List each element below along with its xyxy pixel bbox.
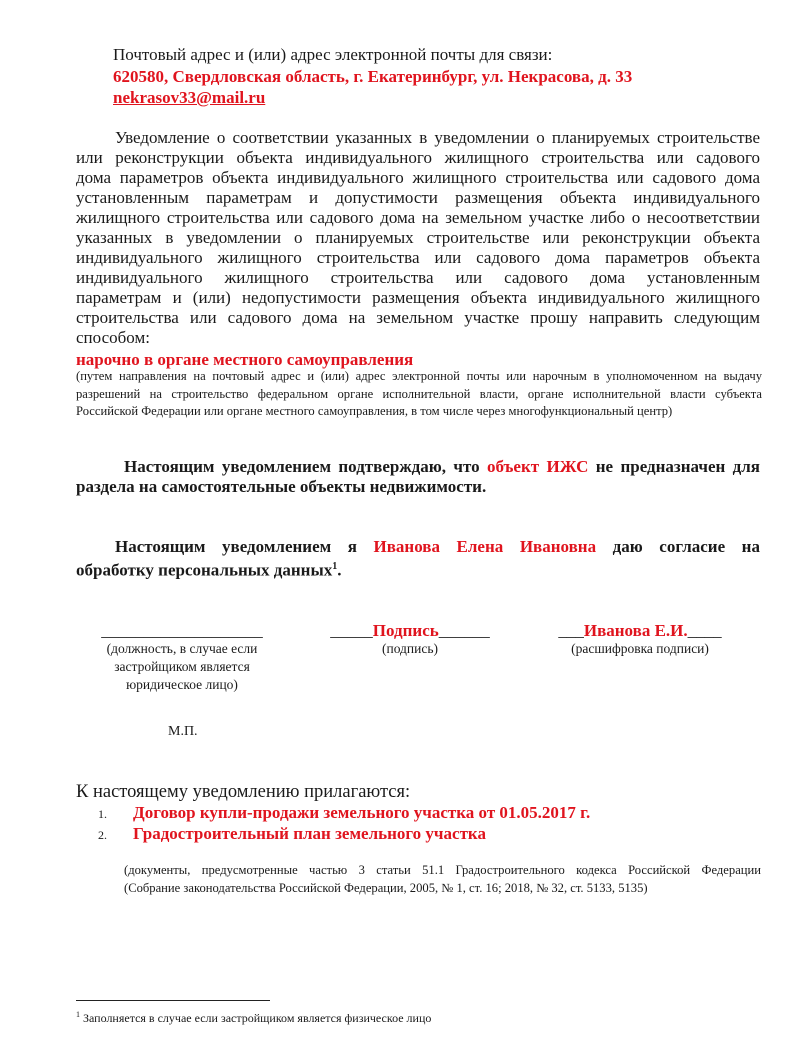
notice-line: строительства или садового дома на земельном участке прошу направить следующим: [76, 308, 760, 327]
note-line: разрешений на строительство федеральном органе исполнительной власти, органе исполнительной власти субъекта: [76, 386, 762, 401]
delivery-method: нарочно в органе местного самоуправления: [76, 350, 414, 369]
consent-statement: Настоящим уведомлением я Иванова Елена Ивановна даю согласие на обработку персональных данных$^1$.: [76, 537, 760, 580]
footnote-text: Заполняется в случае если застройщиком является физическое лицо: [80, 1011, 432, 1025]
list-item: 1. Договор купли-продажи земельного участка от 01.05.2017 г.: [98, 803, 591, 822]
attachments-note: (документы, предусмотренные частью 3 статьи 51.1 Градостроительного кодекса Российской Федерации (Собрание законодательства Российской Федерации, 2005, № 1, ст. 16; 2018, № 32, ст. 5133, 5135): [124, 863, 761, 895]
notice-paragraph: [76, 128, 760, 348]
footnote-number: 1: [76, 1010, 80, 1019]
notice-line: способом:: [76, 328, 150, 347]
note-line: Российской Федерации или органе местного самоуправления, в том числе через многофункциональный центр): [76, 404, 673, 418]
consent-prefix: Настоящим уведомлением я: [115, 537, 374, 556]
notice-line: или реконструкции объекта индивидуального жилищного строительства или садового: [76, 148, 760, 167]
consent-line2: обработку персональных данных: [76, 560, 333, 580]
signature-caption: (подпись): [381, 641, 439, 656]
notice-line: установленным параметрам и допустимости размещения объекта индивидуального: [76, 188, 760, 207]
confirmation-statement: [76, 457, 760, 497]
contact-label: Почтовый адрес и (или) адрес электронной почты для связи:: [113, 45, 553, 64]
signature-name-caption: (расшифровка подписи): [571, 641, 709, 656]
object-type: объект ИЖС: [486, 457, 589, 476]
footnote-ref[interactable]: 1: [332, 561, 338, 572]
signature-name-value: Иванова Е.И.: [583, 621, 688, 640]
list-item: 2. Градостроительный план земельного участка: [98, 824, 486, 843]
contact-email[interactable]: nekrasov33@mail.ru: [113, 88, 266, 107]
attachments-heading: К настоящему уведомлению прилагаются:: [76, 782, 411, 802]
applicant-name: Иванова Елена Ивановна: [373, 537, 597, 556]
footnote-separator: [76, 1000, 270, 1001]
signature-name-field: ___Иванова Е.И.____: [558, 621, 722, 640]
notice-line: указанных в уведомлении о планируемых строительстве или реконструкции объекта: [76, 228, 760, 247]
attachments-list: [76, 803, 766, 845]
position-line: ___________________: [101, 621, 263, 640]
footnote: [76, 1010, 431, 1026]
delivery-method-note: [76, 368, 762, 421]
confirmation-prefix: Настоящим уведомлением подтверждаю, что: [124, 457, 487, 476]
notice-line: Уведомление о соответствии указанных в уведомлении о планируемых строительстве: [115, 128, 760, 147]
confirmation-line2: раздела на самостоятельные объекты недвижимости.: [76, 477, 487, 496]
signature-field: _____Подпись______: [330, 621, 490, 640]
position-caption: (должность, в случае если застройщиком является юридическое лицо): [106, 641, 258, 692]
signature-value: Подпись: [372, 621, 439, 640]
stamp-placeholder: М.П.: [168, 724, 198, 739]
notice-line: дома параметров объекта индивидуального жилищного строительства или садового дома: [76, 168, 760, 187]
confirmation-suffix: не предназначен для: [588, 457, 760, 476]
notice-line: жилищного строительства или садового дома на земельном участке либо о несоответствии: [76, 208, 760, 227]
notice-line: индивидуального жилищного строительства или садового дома установленным: [76, 268, 760, 287]
consent-suffix: даю согласие на: [596, 537, 760, 556]
notice-line: параметрам и (или) недопустимости размещения объекта индивидуального жилищного: [76, 288, 760, 307]
notice-line: индивидуального жилищного строительства или садового дома параметров объекта: [76, 248, 760, 267]
note-line: (путем направления на почтовый адрес и (или) адрес электронной почты или нарочным в уполномоченном на выдачу: [76, 369, 762, 383]
contact-address: 620580, Свердловская область, г. Екатеринбург, ул. Некрасова, д. 33: [113, 67, 633, 86]
